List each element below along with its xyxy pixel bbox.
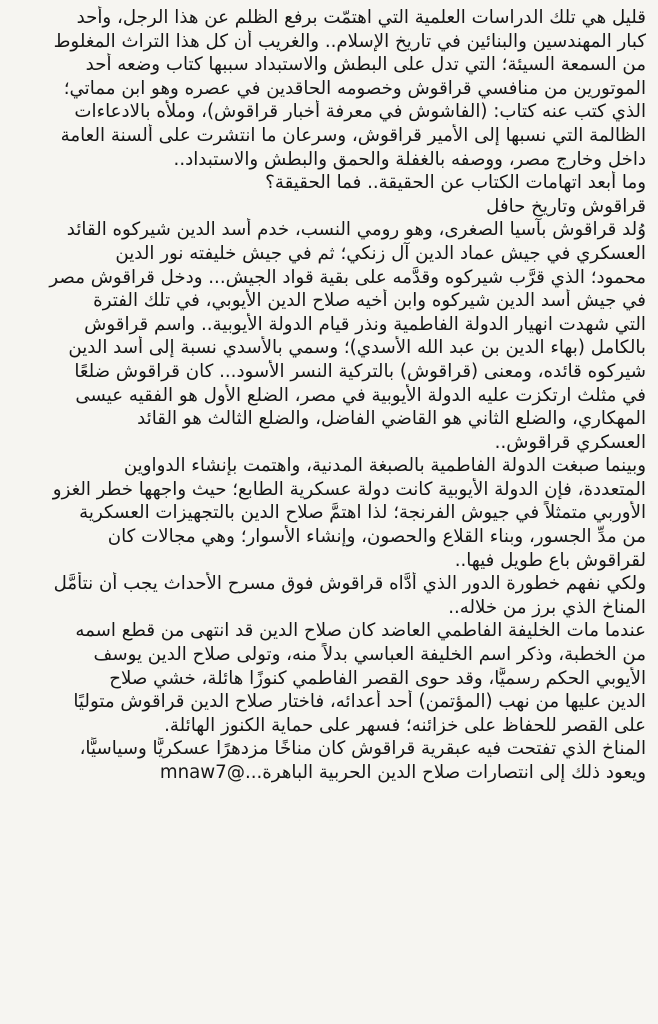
text-line: على القصر للحفاظ على خزائنه؛ فسهر على حماية الكنوز الهائلة. [164, 714, 646, 736]
text-line: الظالمة التي نسبها إلى الأمير قراقوش، وسرعان ما انتشرت على ألسنة العامة [60, 124, 646, 146]
text-line: من الخطبة، وذكر اسم الخليفة العباسي بدلاً منه، وتولى صلاح الدين يوسف [93, 644, 646, 666]
text-line: في مثلث ارتكزت عليه الدولة الأيوبية في مصر، الضلع الأول هو الفقيه عيسى [75, 384, 646, 406]
text-line: داخل وخارج مصر، ووصفه بالغفلة والحمق والبطش والاستبداد.. [173, 148, 646, 170]
text-line: الذي كتب عنه كتاب: (الفاشوش في معرفة أخبار قراقوش)، وملأه بالادعاءات [74, 101, 646, 123]
text-line: وما أبعد اتهامات الكتاب عن الحقيقة.. فما الحقيقة؟ [265, 172, 646, 194]
text-line: وُلد قراقوش بآسيا الصغرى، وهو رومي النسب، خدم أسد الدين شيركوه القائد [66, 219, 646, 241]
text-line: الدين عليها من نهب (المؤتمن) أحد أعدائه، فاختار صلاح الدين قراقوش متوليًا [73, 691, 646, 713]
text-line: لقراقوش باع طويل فيها.. [454, 549, 646, 571]
text-line: من السمعة السيئة؛ التي تدل على البطش والاستبداد سببها كتاب وضعه أحد [85, 54, 646, 76]
text-line: العسكري قراقوش.. [494, 431, 646, 453]
text-line: من مدِّ الجسور، وبناء القلاع والحصون، وإنشاء الأسوار؛ وهي مجالات كان [107, 526, 646, 548]
text-line: المتعددة، فإن الدولة الأيوبية كانت دولة عسكرية الطابع؛ حيث واجهها خطر الغزو [52, 478, 646, 500]
text-line: التي شهدت انهيار الدولة الفاطمية ونذر قيام الدولة الأيوبية.. واسم قراقوش [84, 313, 646, 335]
text-line: الأوربي متمثلاً في جيوش الفرنجة؛ لذا اهتمَّ صلاح الدين بالتجهيزات العسكرية [79, 502, 646, 524]
text-line: المناخ الذي تفتحت فيه عبقرية قراقوش كان مناخًا مزدهرًا عسكريًّا وسياسيًّا، [79, 738, 646, 760]
text-line: قليل هي تلك الدراسات العلمية التي اهتمّت برفع الظلم عن هذا الرجل، وأحد [76, 7, 646, 28]
closing-line-with-handle: ويعود ذلك إلى انتصارات صلاح الدين الحربية الباهرة...@mnaw7 [159, 762, 646, 783]
text-line: عندما مات الخليفة الفاطمي العاضد كان صلاح الدين قد انتهى من قطع اسمه [75, 620, 646, 642]
section-heading: قراقوش وتاريخ حافل [486, 195, 646, 217]
text-line: بالكامل (بهاء الدين بن عبد الله الأسدي)؛ وسمي بالأسدي نسبة إلى أسد الدين [68, 337, 646, 359]
text-line: كبار المهندسين والبنائين في تاريخ الإسلام.. والغريب أن كل هذا التراث المغلوط [53, 30, 646, 52]
text-line: الموتورين من منافسي قراقوش وخصومه الحاقدين في عصره وهو ابن مماتي؛ [63, 77, 646, 99]
text-line: ولكي نفهم خطورة الدور الذي أدَّاه قراقوش فوق مسرح الأحداث يجب أن نتأمَّل [53, 573, 646, 595]
text-line: في جيش أسد الدين شيركوه وابن أخيه صلاح الدين الأيوبي، في تلك الفترة [93, 290, 646, 312]
text-line: المناخ الذي برز من خلاله.. [448, 596, 646, 618]
text-line: المهكاري، والضلع الثاني هو القاضي الفاضل، والضلع الثالث هو القائد [137, 408, 646, 430]
text-line: الأيوبي الحكم رسميًّا، وقد حوى القصر الفاطمي كنوزًا هائلة، خشي صلاح [109, 667, 646, 689]
text-line: محمود؛ الذي قرَّب شيركوه وقدَّمه على بقية قواد الجيش... ودخل قراقوش مصر [49, 266, 646, 288]
text-line: وبينما صبغت الدولة الفاطمية بالصبغة المدنية، واهتمت بإنشاء الدواوين [123, 455, 646, 477]
text-line: شيركوه قائده، ومعنى (قراقوش) بالتركية النسر الأسود... كان قراقوش ضلعًا [74, 360, 646, 382]
text-line: العسكري في جيش عماد الدين آل زنكي؛ ثم في جيش خليفته نور الدين [115, 242, 646, 264]
